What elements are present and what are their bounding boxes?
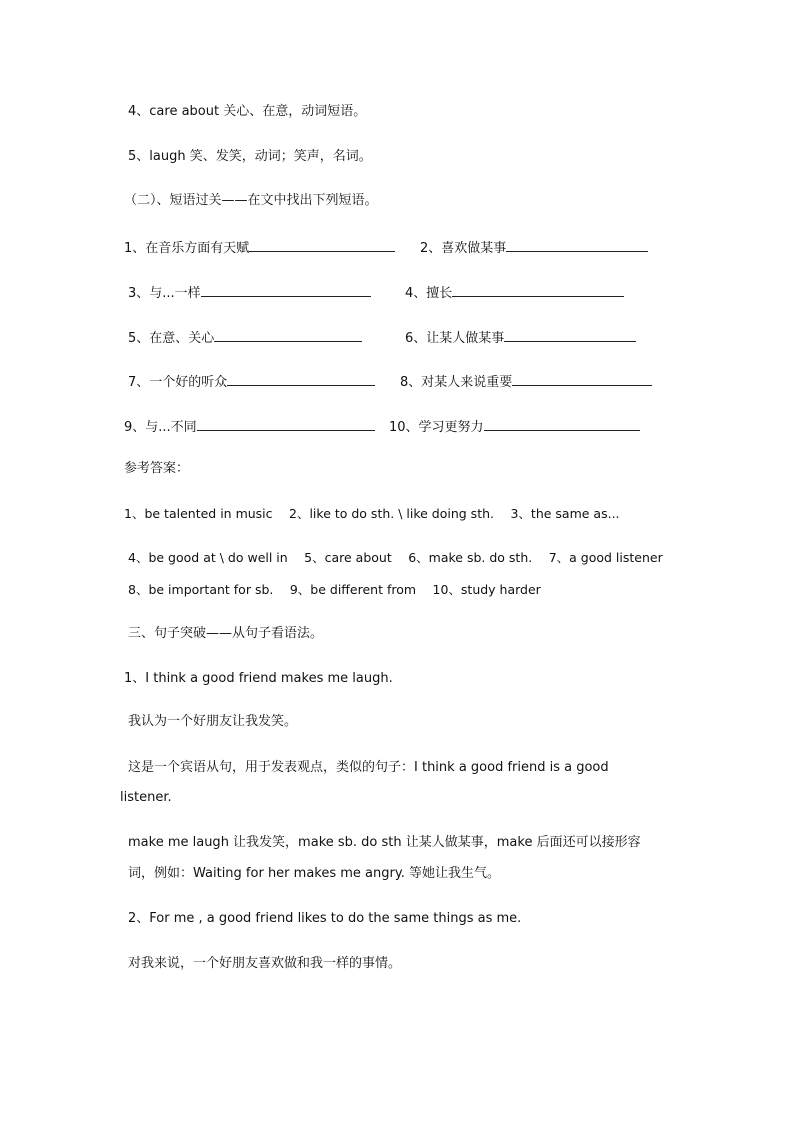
sentence-2-chinese: 对我来说，一个好朋友喜欢做和我一样的事情。: [128, 956, 402, 971]
section-3-title: 三、句子突破——从句子看语法。: [128, 626, 324, 641]
answers-line-3: 8、be important for sb. 9、be different from 10、study harder: [128, 582, 541, 597]
sentence-1-chinese: 我认为一个好朋友让我发笑。: [128, 714, 298, 729]
exercise-4-blank[interactable]: [452, 282, 624, 297]
exercise-6-label: 6、让某人做某事: [405, 331, 505, 346]
vocab-item-4: 4、care about 关心、在意，动词短语。: [128, 104, 367, 119]
exercise-3-blank[interactable]: [201, 282, 371, 297]
exercise-2-blank[interactable]: [506, 237, 648, 252]
exercise-9: [124, 416, 375, 437]
exercise-2: [420, 237, 648, 258]
sentence-1-english: 1、I think a good friend makes me laugh.: [124, 671, 393, 686]
sentence-1-note-1: 这是一个宾语从句，用于发表观点，类似的句子：I think a good friend is a good: [128, 760, 609, 775]
answers-line-2: 4、be good at \ do well in 5、care about 6、make sb. do sth. 7、a good listener: [128, 550, 663, 565]
exercise-1-label: 1、在音乐方面有天赋: [124, 241, 250, 256]
exercise-5: [128, 327, 362, 348]
exercise-10: [389, 416, 640, 437]
exercise-7-blank[interactable]: [227, 371, 375, 386]
sentence-1-note-1-cont: listener.: [120, 790, 172, 805]
exercise-3: [128, 282, 371, 303]
sentence-1-note-2: make me laugh 让我发笑，make sb. do sth 让某人做某事，make 后面还可以接形容: [128, 835, 641, 850]
exercise-2-label: 2、喜欢做某事: [420, 241, 507, 256]
exercise-1: [124, 237, 395, 258]
exercise-7: [128, 371, 375, 392]
exercise-5-blank[interactable]: [214, 327, 362, 342]
exercise-8: [400, 371, 652, 392]
answers-title: 参考答案：: [124, 461, 190, 476]
exercise-4: [405, 282, 624, 303]
exercise-8-label: 8、对某人来说重要: [400, 375, 513, 390]
sentence-2-english: 2、For me , a good friend likes to do the same things as me.: [128, 911, 522, 926]
exercise-3-label: 3、与...一样: [128, 286, 201, 301]
exercise-9-label: 9、与...不同: [124, 420, 197, 435]
exercise-9-blank[interactable]: [197, 416, 375, 431]
exercise-4-label: 4、擅长: [405, 286, 453, 301]
exercise-10-label: 10、学习更努力: [389, 420, 484, 435]
exercise-5-label: 5、在意、关心: [128, 331, 215, 346]
exercise-6: [405, 327, 636, 348]
sentence-1-note-2-cont: 词，例如：Waiting for her makes me angry. 等她让我生气。: [128, 866, 500, 881]
section-2-title: （二）、短语过关——在文中找出下列短语。: [124, 193, 378, 208]
exercise-6-blank[interactable]: [504, 327, 636, 342]
exercise-8-blank[interactable]: [512, 371, 652, 386]
answers-line-1: 1、be talented in music 2、like to do sth. \ like doing sth. 3、the same as...: [124, 506, 620, 521]
exercise-10-blank[interactable]: [484, 416, 640, 431]
exercise-1-blank[interactable]: [249, 237, 395, 252]
vocab-item-5: 5、laugh 笑、发笑，动词；笑声，名词。: [128, 149, 372, 164]
exercise-7-label: 7、一个好的听众: [128, 375, 228, 390]
